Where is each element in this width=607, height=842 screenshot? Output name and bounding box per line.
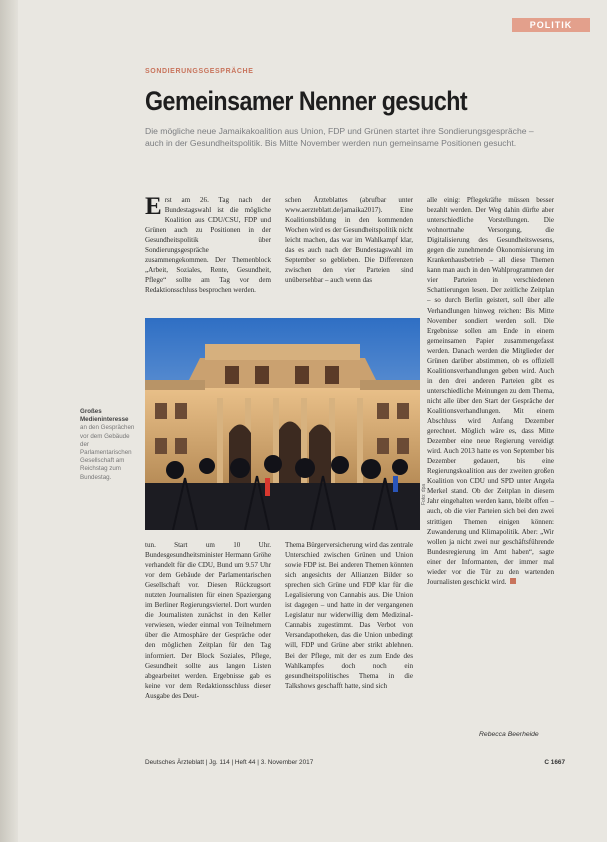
section-tag: POLITIK (512, 18, 590, 32)
photo-credit: Foto: dpa (421, 483, 427, 505)
kicker: SONDIERUNGSGESPRÄCHE (145, 68, 254, 75)
paragraph: Thema Bürgerversicherung wird das zentrale Unterschied zwischen Grünen und Union sowie FDP ist. Bei anderen Themen könnten sich angesichts der Allianzen Bilder so sprechen sich Grüne und FDP klar für die Legalisierung von Cannabis aus. Die Union ist dagegen – und hatte in der vergangenen Legislatur nur widerwillig dem Medizinal-Cannabis zugestimmt. Das Verbot von Versandapotheken, das die Union unbedingt will, FDP und Grüne aber strikt ablehnen. Bei der Pflege, mit der es zum Ende des Wahlkampfes doch noch ein gesundheitspolitisches Thema in die Talkshows geschafft hatte, sind sich (285, 541, 413, 690)
publication-info: Deutsches Ärzteblatt | Jg. 114 | Heft 44 | 3. November 2017 (145, 759, 314, 766)
photo-illustration (145, 318, 420, 530)
caption-text: an den Gesprächen vor dem Gebäude der Parlamentarischen Gesellschaft am Reichstag zum Bundestag. (80, 424, 135, 481)
photo-caption (80, 408, 136, 482)
paragraph: tun. Start um 10 Uhr. Bundesgesundheitsminister Hermann Gröhe verhandelt für die CDU, Bund um 9.57 Uhr vor dem Gebäude der Parlamentarischen Gesellschaft vor. Diesen Rückzugsort nutzten Journalisten für einen Spaziergang im Berliner Regierungsviertel. Dort wurden die Journalisten zunächst in den Keller verwiesen, wieder einmal von Teilnehmern über die Atmosphäre der Gespräche oder den möglichen Zeitplan für den Tag informiert. Der Block Soziales, Pflege, Gesundheit sollte aus langen Listen abgearbeitet werden. Ergebnisse gab es keine vor dem Redaktionsschluss dieser Ausgabe des Deut- (145, 541, 271, 700)
column-1-top (145, 195, 271, 315)
page-footer (145, 759, 565, 769)
paragraph: alle einig: Pflegekräfte müssen besser bezahlt werden. Der Weg dahin dürfte aber unterschiedliche Vorstellungen. Die wohnortnahe Versorgung, die Digitalisierung des Gesundheitswesens, gegen die zunehmende Ökonomisierung im Krankenhausbetrieb – all diese Themen kann man auch in den Wahlprogrammen der vier Parteien in verschiedenen Schattierungen lesen. Der zeitliche Zeitplan – so durch Berlin geistert, soll über alle Verhandlungen hinweg reichen: Bis Mitte November sondiert werden soll. Die Ergebnisse sollen am Ende in einem gemeinsamen Papier zusammengefasst werden. Danach werden die Mitglieder der Grünen darüber abstimmen, ob es offiziell Koalitionsverhandlungen geben wird. Auch in den drei anderen Parteien gibt es unterschiedliche Meinungen zu dem Thema, nicht alle über den Start der Gespräche der Koalitionsverhandlungen. Mit einem Abschluss wird Anfang Dezember gerechnet. Möglich wäre es, dass Mitte Dezember eine neue Regierung vereidigt wird. Auch 2013 hatte es von September bis Dezember gedauert, bis eine Regierungskoalition aus der zweiten großen Koalition von CDU und SPD unter Angela Merkel stand. Ob der Zeitplan in diesem Jahr eingehalten werden kann, bleibt offen – auch, ob die vier Parteien sich bei den zwei strittigen Themen einigen können: Zuwanderung und Klimapolitik. Aber: „Wir wollen ja nicht zwei nur geschäftsführende Bundesregierung im Amt haben“, sagte einer der Informanten, der immer mal wieder vor die Tür zu den wartenden Journalisten geschickt wird. (427, 196, 554, 586)
reichstag-photo (145, 318, 420, 530)
dropcap: E (145, 195, 162, 220)
page-edge (0, 0, 18, 842)
column-2-top (285, 195, 413, 315)
column-1-bottom (145, 540, 271, 730)
caption-title: Großes Medieninteresse (80, 408, 129, 424)
lead-text: Die mögliche neue Jamaikakoalition aus Union, FDP und Grünen startet ihre Sondierungsgespräche – auch in der Gesundheitspolitik. Bis Mitte November werden nun gemeinsame Positionen gesucht. (145, 126, 534, 148)
end-mark (510, 578, 516, 584)
page-number: C 1667 (544, 759, 565, 766)
column-2-bottom (285, 540, 413, 730)
headline: Gemeinsamer Nenner gesucht (145, 86, 468, 116)
column-3 (427, 195, 554, 730)
paragraph: rst am 26. Tag nach der Bundestagswahl ist die mögliche Koalition aus CDU/CSU, FDP und Grünen auch zu Positionen in der Gesundheitspolitik über Sondierungsgespräche zusammengekommen. Der Themenblock „Arbeit, Soziales, Rente, Gesundheit, Pflege“ sollte am Tag vor dem Redaktionsschluss besprochen werden. (145, 196, 271, 295)
author-byline: Rebecca Beerheide (479, 731, 539, 738)
paragraph: schen Ärzteblattes (abrufbar unter www.aerzteblatt.de/jamaika2017). Eine Koalitionsbildung in den kommenden Wochen wird es der Gesundheitspolitik nicht leicht machen, das war im Wahlkampf klar, das es auch nach der Bundestagswahl im September so geblieben. Die Differenzen zwischen den vier Parteien sind unübersehbar – auch wenn das (285, 196, 413, 285)
